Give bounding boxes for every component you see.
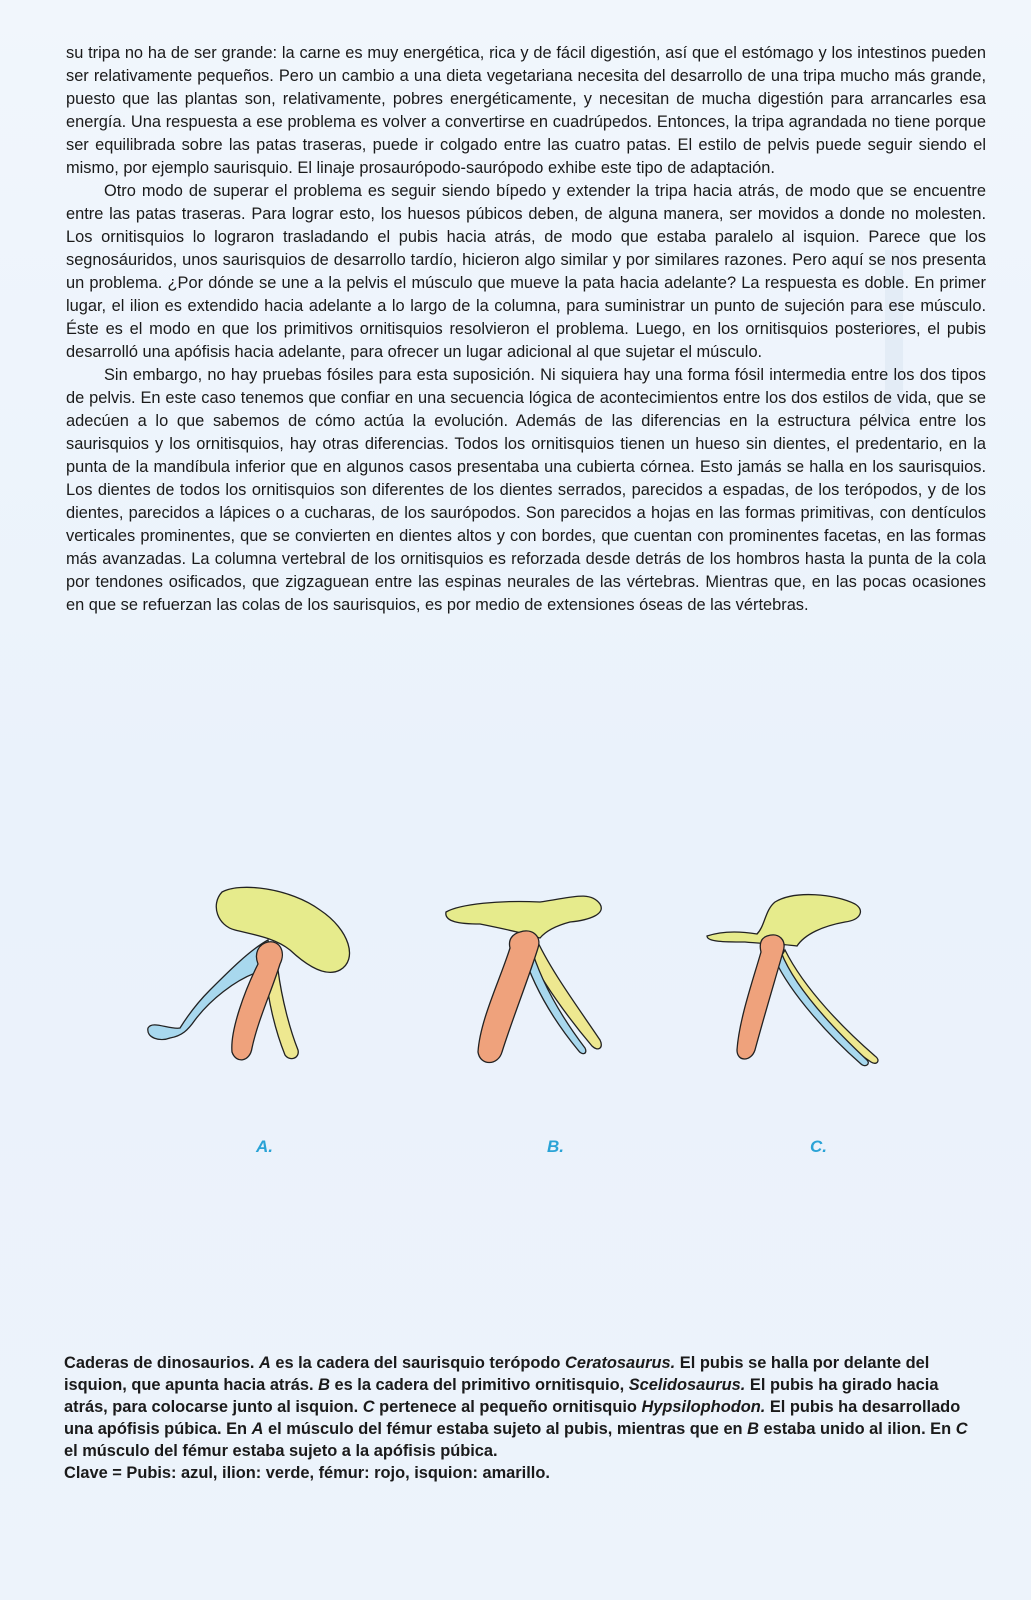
- caption-segment: El pubis ha girado hacia atrás, para colocarse junto al isquion.: [64, 1376, 939, 1416]
- isquion-bone: [779, 950, 878, 1063]
- hip-diagram-a: [140, 880, 400, 1110]
- figure-a-pelvis: [140, 880, 400, 1110]
- caption-genus-scelidosaurus: Scelidosaurus.: [628, 1376, 746, 1394]
- figure-a-label: A.: [256, 1137, 273, 1156]
- caption-letter-a: A: [258, 1354, 271, 1372]
- caption-letter-a: A: [251, 1420, 264, 1438]
- caption-segment: estaba unido al ilion. En: [758, 1420, 956, 1438]
- show-through-decoration: ▬▬▬: [872, 250, 939, 430]
- paragraph-3: Sin embargo, no hay pruebas fósiles para esta suposición. Ni siquiera hay una forma fósil intermedia entre los dos tipos de pelvis. En este caso tenemos que confiar en una secuencia lógica de acontecimientos entre los dos estilos de vida, que se adecúen a lo que sabemos de cómo actúa la evolución. Además de las diferencias en la estructura pélvica entre los saurisquios y los ornitisquios, hay otras diferencias. Todos los ornitisquios tienen un hueso sin dientes, el predentario, en la punta de la mandíbula inferior que en algunos casos presentaba una cubierta córnea. Esto jamás se halla en los saurisquios. Los dientes de todos los ornitisquios son diferentes de los dientes serrados, parecidos a espadas, de los terópodos, y de los dientes, parecidos a lápices o a cucharas, de los saurópodos. Son parecidos a hojas en las formas primitivas, con dentículos verticales prominentes, que se convierten en dientes altos y con bordes, que cuentan con prominentes facetas, en las formas más avanzadas. La columna vertebral de los ornitisquios es reforzada desde detrás de los hombros hasta la punta de la cola por tendones osificados, que zigzaguean entre las espinas neurales de las vértebras. Mientras que, en las pocas ocasiones en que se refuerzan las colas de los saurisquios, es por medio de extensiones óseas de las vértebras.: [66, 366, 986, 614]
- caption-segment: pertenece al pequeño ornitisquio: [374, 1398, 642, 1416]
- figure-caption: [64, 1352, 978, 1484]
- caption-genus-ceratosaurus: Ceratosaurus.: [565, 1354, 676, 1372]
- caption-letter-c: C: [362, 1398, 375, 1416]
- ilion-bone: [707, 895, 860, 946]
- caption-letter-b: B: [318, 1376, 330, 1394]
- caption-letter-b: B: [747, 1420, 759, 1438]
- caption-segment: el músculo del fémur estaba sujeto a la apófisis púbica.: [64, 1442, 498, 1460]
- caption-segment: el músculo del fémur estaba sujeto al pubis, mientras que en: [263, 1420, 748, 1438]
- femur-bone: [478, 931, 539, 1063]
- ilion-bone: [216, 887, 349, 972]
- caption-segment: Caderas de dinosaurios.: [64, 1354, 259, 1372]
- caption-segment: es la cadera del saurisquio terópodo: [270, 1354, 565, 1372]
- paragraph-2: Otro modo de superar el problema es seguir siendo bípedo y extender la tripa hacia atrás, de modo que se encuentre entre las patas traseras. Para lograr esto, los huesos púbicos deben, de alguna manera, ser movidos a donde no molesten. Los ornitisquios lo lograron trasladando el pubis hacia atrás, de modo que estaba paralelo al isquion. Parece que los segnosáuridos, unos saurisquios de desarrollo tardío, hicieron algo similar y por similares razones. Pero aquí se nos presenta un problema. ¿Por dónde se une a la pelvis el músculo que mueve la pata hacia adelante? La respuesta es doble. En primer lugar, el ilion es extendido hacia adelante a lo largo de la columna, para suministrar un punto de sujeción para ese músculo. Éste es el modo en que los primitivos ornitisquios resolvieron el problema. Luego, en los ornitisquios posteriores, el pubis desarrolló una apófisis hacia adelante, para ofrecer un lugar adicional al que sujetar el músculo.: [66, 182, 986, 361]
- femur-bone: [737, 935, 784, 1059]
- caption-segment: es la cadera del primitivo ornitisquio,: [329, 1376, 629, 1394]
- hip-diagram-c: [705, 880, 965, 1110]
- figure-c-label: C.: [810, 1137, 827, 1156]
- caption-letter-c: C: [955, 1420, 968, 1438]
- figure-c-pelvis: [705, 880, 965, 1110]
- figure-b-label: B.: [547, 1137, 564, 1156]
- paragraph-1: su tripa no ha de ser grande: la carne es muy energética, rica y de fácil digestión, así que el estómago y los intestinos pueden ser relativamente pequeños. Pero un cambio a una dieta vegetariana necesita del desarrollo de una tripa mucho más grande, puesto que las plantas son, relativamente, pobres energéticamente, y necesitan de mucha digestión para arrancarles esa energía. Una respuesta a ese problema es volver a convertirse en cuadrúpedos. Entonces, la tripa agrandada no tiene porque ser equilibrada sobre las patas traseras, puede ir colgado entre las cuatro patas. El estilo de pelvis puede seguir siendo el mismo, por ejemplo saurisquio. El linaje prosaurópodo-saurópodo exhibe este tipo de adaptación.: [66, 44, 986, 177]
- hip-diagram-b: [440, 880, 700, 1110]
- caption-text: [64, 1352, 978, 1462]
- figure-b-pelvis: [440, 880, 700, 1110]
- caption-key: Clave = Pubis: azul, ilion: verde, fémur: rojo, isquion: amarillo.: [64, 1464, 550, 1482]
- body-text: [66, 42, 986, 617]
- caption-segment: El pubis se halla por delante del isquion, que apunta hacia atrás.: [64, 1354, 930, 1394]
- caption-genus-hypsilophodon: Hypsilophodon.: [641, 1398, 766, 1416]
- caption-segment: El pubis ha desarrollado una apófisis púbica. En: [64, 1398, 961, 1438]
